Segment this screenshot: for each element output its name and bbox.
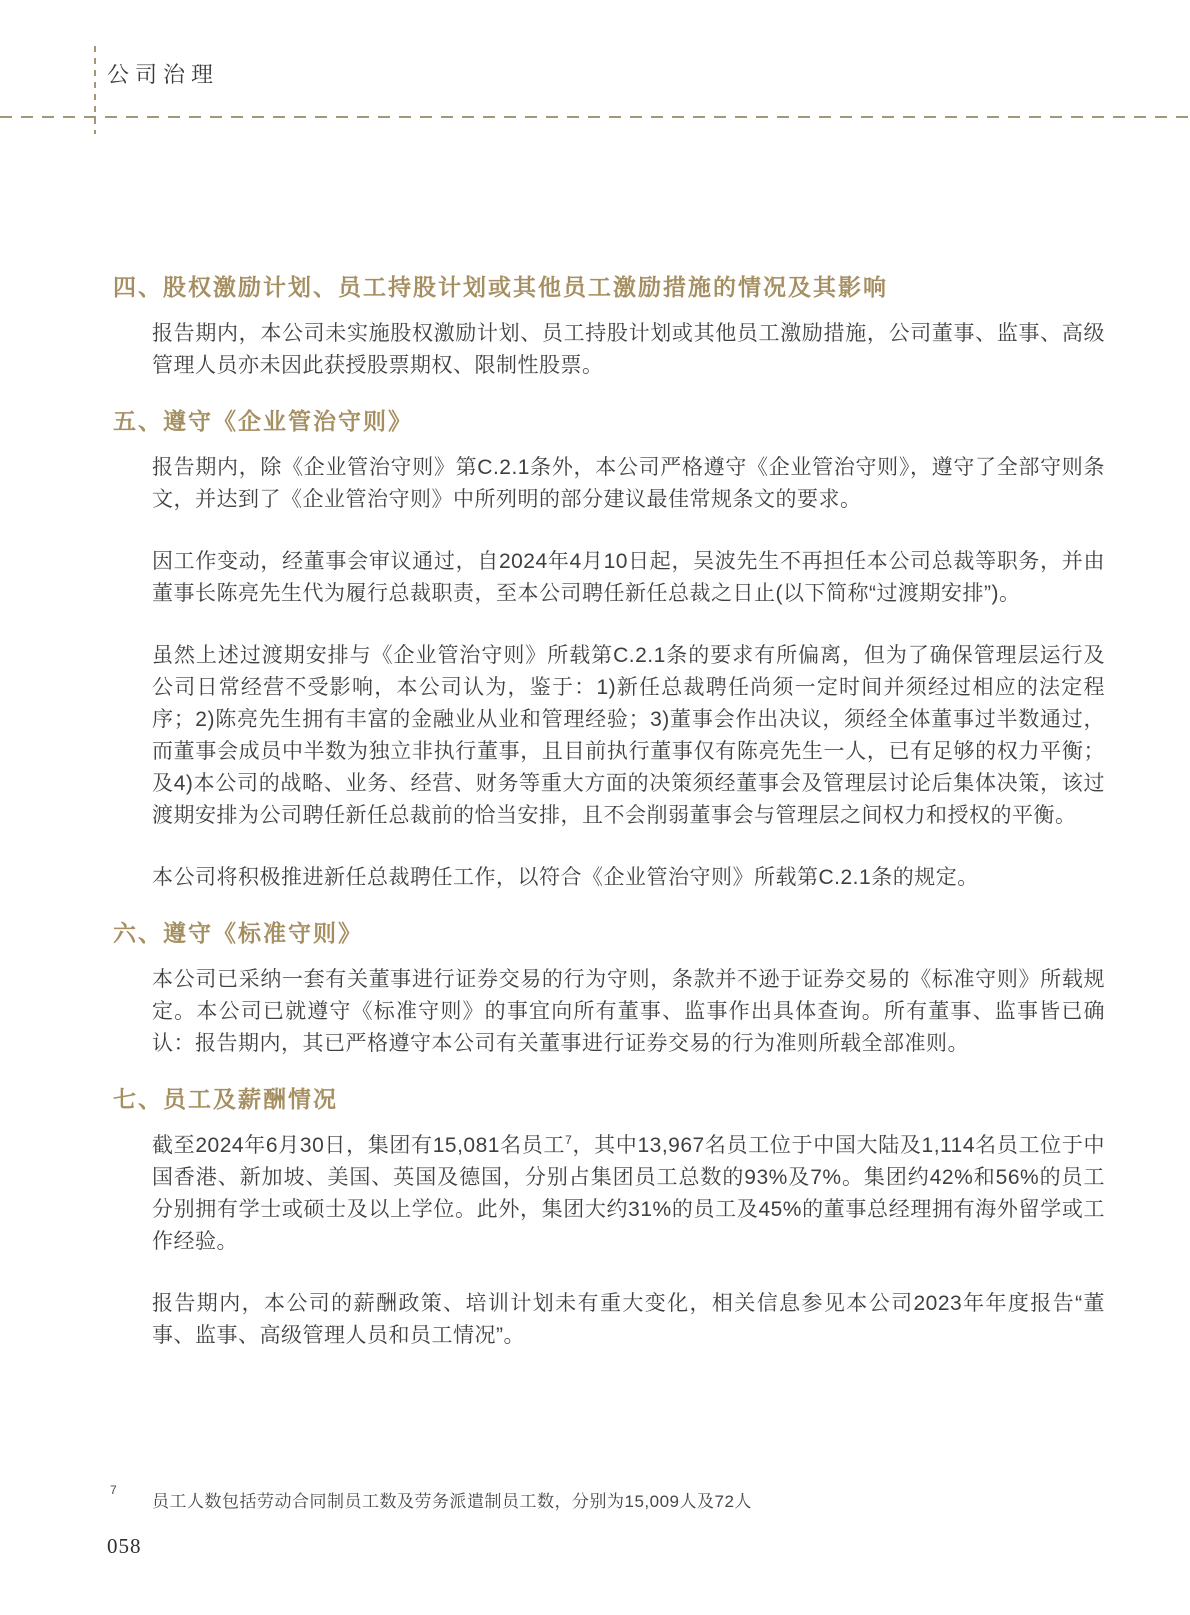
main-content (113, 272, 1105, 1376)
section-5 (113, 406, 1105, 894)
vertical-dashed-rule (94, 46, 96, 134)
page-header-title: 公司治理 (107, 62, 220, 87)
section-number: 六、 (113, 920, 163, 946)
section-number: 五、 (113, 408, 163, 434)
section-6-heading (113, 918, 1105, 948)
footnote (0, 1483, 1190, 1512)
paragraph: 本公司将积极推进新任总裁聘任工作，以符合《企业管治守则》所载第C.2.1条的规定。 (152, 866, 979, 889)
paragraph (152, 1130, 1105, 1258)
section-6 (113, 918, 1105, 1060)
section-7-heading (113, 1084, 1105, 1114)
horizontal-dashed-rule (0, 116, 1190, 118)
paragraph-text: ，其中13,967名员工位于中国大陆及1,114名员工位于中国香港、新加坡、美国、英国及德国，分别占集团员工总数的93%及7%。集团约42%和56%的员工分别拥有学士或硕士及以上学位。此外，集团大约31%的员工及45%的董事总经理拥有海外留学或工作经验。 (152, 1134, 1105, 1253)
section-5-body (152, 452, 1105, 894)
section-title: 股权激励计划、员工持股计划或其他员工激励措施的情况及其影响 (163, 274, 888, 300)
paragraph: 因工作变动，经董事会审议通过，自2024年4月10日起，吴波先生不再担任本公司总裁等职务，并由董事长陈亮先生代为履行总裁职责，至本公司聘任新任总裁之日止(以下简称“过渡期安排”)。 (152, 550, 1105, 605)
section-5-heading (113, 406, 1105, 436)
section-7-body (152, 1130, 1105, 1352)
section-number: 四、 (113, 274, 163, 300)
footnote-marker: 7 (110, 1483, 117, 1497)
paragraph: 报告期内，除《企业管治守则》第C.2.1条外，本公司严格遵守《企业管治守则》，遵守了全部守则条文，并达到了《企业管治守则》中所列明的部分建议最佳常规条文的要求。 (152, 456, 1105, 511)
section-title: 员工及薪酬情况 (163, 1086, 338, 1112)
section-7 (113, 1084, 1105, 1352)
paragraph: 本公司已采纳一套有关董事进行证券交易的行为守则，条款并不逊于证券交易的《标准守则》所载规定。本公司已就遵守《标准守则》的事宜向所有董事、监事作出具体查询。所有董事、监事皆已确认：报告期内，其已严格遵守本公司有关董事进行证券交易的行为准则所载全部准则。 (152, 968, 1105, 1055)
section-title: 遵守《企业管治守则》 (163, 408, 413, 434)
section-6-body (152, 964, 1105, 1060)
footnote-reference: 7 (565, 1133, 573, 1147)
footnote-text: 员工人数包括劳动合同制员工数及劳务派遣制员工数，分别为15,009人及72人 (152, 1492, 752, 1511)
paragraph: 报告期内，本公司未实施股权激励计划、员工持股计划或其他员工激励措施，公司董事、监事、高级管理人员亦未因此获授股票期权、限制性股票。 (152, 322, 1105, 377)
section-4-heading (113, 272, 1105, 302)
paragraph: 报告期内，本公司的薪酬政策、培训计划未有重大变化，相关信息参见本公司2023年年度报告“董事、监事、高级管理人员和员工情况”。 (152, 1292, 1105, 1347)
paragraph: 虽然上述过渡期安排与《企业管治守则》所载第C.2.1条的要求有所偏离，但为了确保管理层运行及公司日常经营不受影响，本公司认为，鉴于：1)新任总裁聘任尚须一定时间并须经过相应的法定程序；2)陈亮先生拥有丰富的金融业从业和管理经验；3)董事会作出决议，须经全体董事过半数通过，而董事会成员中半数为独立非执行董事，且目前执行董事仅有陈亮先生一人，已有足够的权力平衡；及4)本公司的战略、业务、经营、财务等重大方面的决策须经董事会及管理层讨论后集体决策，该过渡期安排为公司聘任新任总裁前的恰当安排，且不会削弱董事会与管理层之间权力和授权的平衡。 (152, 644, 1105, 827)
section-number: 七、 (113, 1086, 163, 1112)
section-4 (113, 272, 1105, 382)
section-title: 遵守《标准守则》 (163, 920, 363, 946)
paragraph-text: 截至2024年6月30日，集团有15,081名员工 (152, 1134, 566, 1157)
section-4-body (152, 318, 1105, 382)
page-number: 058 (107, 1534, 142, 1558)
